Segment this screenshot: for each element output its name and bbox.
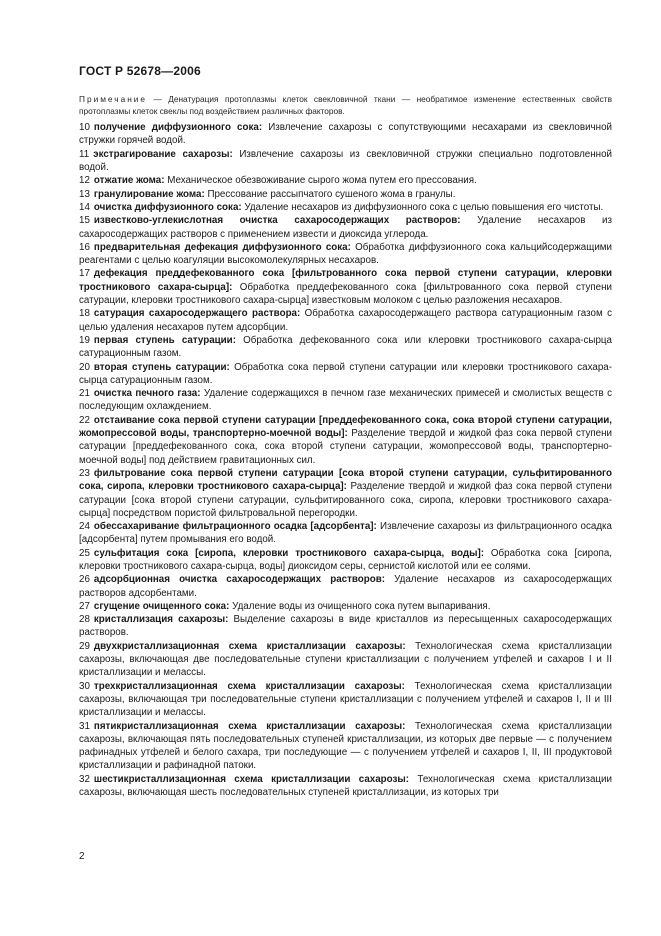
entry-definition: Обработка дефекованного сока или клеровки тростникового сахара-сырца сатурационным газом.	[79, 334, 612, 360]
entry-number: 30	[79, 680, 90, 692]
entry-definition: Удаление несахаров из сахаросодержащих растворов с применением извести и диоксида углерода.	[79, 215, 613, 240]
entry-number: 22	[79, 414, 90, 426]
entry-definition: Технологическая схема кристаллизации сахарозы, включающая три последовательные ступени кристаллизации с получением утфелей и сахаров I, II и III кристаллизации и мелассы.	[79, 680, 612, 719]
entry-term: адсорбционная очистка сахаросодержащих растворов:	[93, 574, 386, 586]
entry-term: экстрагирование сахарозы:	[93, 148, 233, 160]
definition-entry	[79, 520, 612, 547]
document-header: ГОСТ Р 52678—2006	[79, 64, 201, 78]
entry-term: отстаивание сока первой ступени сатурации [преддефекованного сока, сока второй ступени сатурации, жомопрессовой воды, транспортерно-моечной воды]:	[79, 414, 612, 440]
entry-definition: Обработка сока первой ступени сатурации или клеровки тростникового сахара-сырца сатурационным газом.	[79, 361, 612, 386]
entry-number: 20	[79, 361, 90, 373]
entry-term: отжатие жома:	[93, 175, 165, 187]
definition-entry	[79, 267, 612, 307]
entry-number: 18	[79, 308, 90, 320]
entry-definition: Прессование рассыпчатого сушеного жома в гранулы.	[204, 188, 456, 200]
entry-term: кристаллизация сахарозы:	[93, 614, 229, 626]
definition-entry	[79, 547, 612, 574]
entry-definition: Обработка сахаросодержащего раствора сатурационным газом с целью удаления несахаров путем адсорбции.	[79, 308, 612, 333]
entry-number: 10	[79, 122, 90, 134]
definition-entry	[79, 613, 612, 640]
definitions-list	[79, 121, 612, 799]
definition-entry	[79, 148, 612, 175]
entry-definition: Разделение твердой и жидкой фаз сока первой ступени сатурации [сока второй ступени сатурации, сульфитированного сока, сиропа, клеровки тростникового сахара-сырца] посредством пористой фильтровальной перегородки.	[79, 481, 613, 519]
entry-term: предварительная дефекация диффузионного сока:	[93, 241, 351, 253]
entry-number: 26	[79, 574, 90, 586]
entry-definition: Извлечение сахарозы с сопутствующими несахарами из свекловичной стружки горячей водой.	[79, 122, 612, 147]
entry-term: обессахаривание фильтрационного осадка [адсорбента]:	[93, 521, 377, 533]
entry-definition: Удаление содержащихся в печном газе механических примесей и смолистых веществ с последующим охлаждением.	[79, 388, 612, 413]
entry-term: гранулирование жома:	[93, 188, 205, 200]
entry-term: очистка печного газа:	[93, 388, 201, 400]
entry-definition: Обработка сока [сиропа, клеровки тростникового сахара-сырца, воды] диоксидом серы, сернистой кислотой или ее солями.	[79, 547, 613, 572]
entry-number: 27	[79, 600, 90, 612]
entry-definition: Технологическая схема кристаллизации сахарозы, включающая две последовательные ступени кристаллизации с получением утфелей и сахаров I и II кристаллизации и мелассы.	[79, 640, 612, 679]
entry-term: вторая ступень сатурации:	[93, 361, 230, 373]
entry-definition: Удаление несахаров из диффузионного сока с целью повышения его чистоты.	[241, 201, 604, 213]
entry-number: 16	[79, 241, 90, 253]
entry-term: двухкристаллизационная схема кристаллизации сахарозы:	[93, 640, 406, 652]
definition-entry	[79, 600, 612, 613]
entry-definition: Удаление воды из очищенного сока путем выпаривания.	[229, 600, 491, 612]
entry-number: 17	[79, 268, 90, 280]
entry-number: 25	[79, 547, 90, 559]
entry-term: очистка диффузионного сока:	[93, 201, 242, 213]
entry-definition: Технологическая схема кристаллизации сахарозы, включающая пять последовательных ступеней кристаллизации, из которых две первые — с получением рафинадных утфелей и белого сахара, три последующие — с получением утфелей и сахаров I, II, III продуктовой кристаллизации и рафинадной патоки.	[79, 720, 612, 772]
entry-term: сульфитация сока [сиропа, клеровки тростникового сахара-сырца, воды]:	[93, 547, 484, 559]
entry-number: 28	[79, 614, 90, 626]
definition-entry	[79, 773, 612, 800]
definition-entry	[79, 680, 612, 720]
entry-term: пятикристаллизационная схема кристаллизации сахарозы:	[93, 720, 406, 732]
entry-number: 24	[79, 521, 90, 533]
definition-entry	[79, 188, 612, 201]
definition-entry	[79, 121, 612, 148]
entry-definition: Технологическая схема кристаллизации сахарозы, включающая шесть последовательных ступеней кристаллизации, из которых три	[79, 773, 612, 799]
definition-entry	[79, 573, 612, 600]
entry-number: 19	[79, 334, 90, 346]
entry-term: сатурация сахаросодержащего раствора:	[93, 308, 301, 320]
entry-term: фильтрование сока первой ступени сатурации [сока второй ступени сатурации, сульфитированного сока, сиропа, клеровки тростникового сахара-сырца]:	[79, 467, 612, 493]
entry-number: 29	[79, 640, 90, 652]
entry-definition: Извлечение сахарозы из фильтрационного осадка [адсорбента] путем промывания его водой.	[79, 521, 612, 546]
definition-entry	[79, 361, 612, 388]
definition-entry	[79, 201, 612, 214]
entry-definition: Механическое обезвоживание сырого жома путем его прессования.	[164, 175, 477, 187]
entry-number: 23	[79, 467, 90, 479]
entry-definition: Разделение твердой и жидкой фаз сока первой ступени сатурации [преддефекованного сока, сока второй ступени сатурации, жомопрессовой воды, транспортерно-моечной воды] под действием гравитационных сил.	[79, 428, 612, 466]
definition-entry	[79, 214, 612, 241]
note-label: Примечание	[79, 94, 148, 104]
entry-definition: Обработка диффузионного сока кальцийсодержащими реагентами с целью коагуляции высокомолекулярных несахаров.	[79, 241, 612, 267]
entry-number: 12	[79, 175, 90, 187]
entry-number: 21	[79, 388, 90, 400]
entry-number: 11	[79, 148, 90, 160]
definition-entry	[79, 467, 612, 520]
entry-definition: Выделение сахарозы в виде кристаллов из пересыщенных сахаросодержащих растворов.	[79, 614, 613, 639]
entry-definition: Обработка преддефекованного сока [фильтрованного сока первой ступени сатурации, клеровки тростникового сахара-сырца] известковым молоком с целью разложения несахаров.	[79, 281, 612, 307]
entry-term: дефекация преддефекованного сока [фильтрованного сока первой ступени сатурации, клеровки тростникового сахара-сырца]:	[79, 268, 612, 293]
definition-entry	[79, 307, 612, 334]
definition-entry	[79, 241, 612, 268]
definition-entry	[79, 334, 612, 361]
page-number: 2	[79, 851, 85, 862]
entry-number: 13	[79, 188, 90, 200]
document-content	[79, 94, 612, 799]
definition-entry	[79, 414, 612, 467]
entry-term: шестикристаллизационная схема кристаллизации сахарозы:	[93, 773, 410, 785]
entry-definition: Извлечение сахарозы из свекловичной стружки специально подготовленной водой.	[79, 148, 612, 174]
entry-term: первая ступень сатурации:	[93, 334, 236, 346]
definition-entry	[79, 387, 612, 414]
note-text: — Денатурация протоплазмы клеток свекловичной ткани — необратимое изменение естественных свойств протоплазмы клеток свеклы под воздействием различных факторов.	[79, 94, 612, 116]
definition-entry	[79, 640, 612, 680]
definition-entry	[79, 720, 612, 773]
entry-number: 32	[79, 773, 90, 785]
entry-term: трехкристаллизационная схема кристаллизации сахарозы:	[93, 680, 405, 692]
definition-entry	[79, 174, 612, 187]
entry-definition: Удаление несахаров из сахаросодержащих растворов адсорбентами.	[79, 574, 612, 599]
note-paragraph	[79, 94, 612, 117]
entry-number: 14	[79, 201, 90, 213]
entry-term: сгущение очищенного сока:	[93, 600, 230, 612]
entry-number: 31	[79, 720, 90, 732]
entry-term: известково-углекислотная очистка сахаросодержащих растворов:	[93, 215, 461, 227]
entry-number: 15	[79, 215, 90, 227]
entry-term: получение диффузионного сока:	[93, 122, 263, 134]
